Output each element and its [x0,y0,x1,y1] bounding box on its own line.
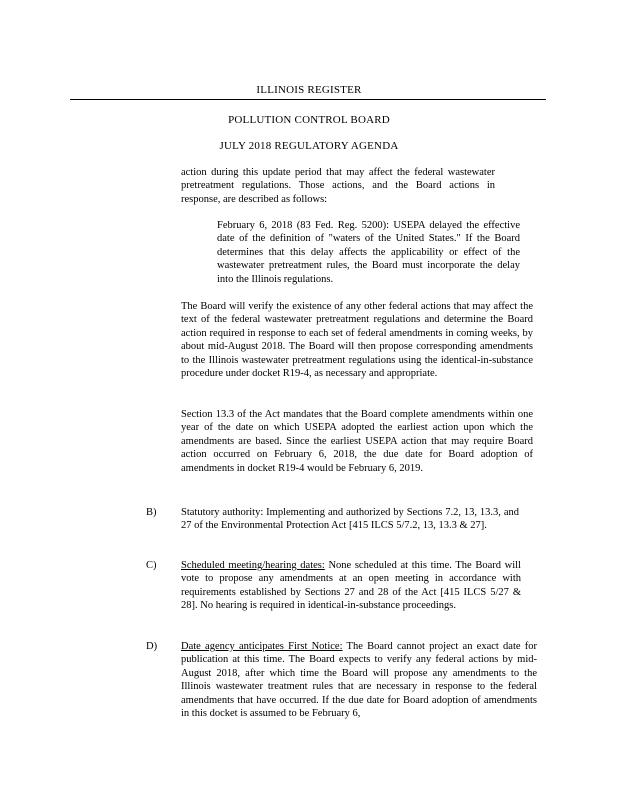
statutory-authority [181,506,519,533]
item-heading: Date agency anticipates First Notice: [181,641,343,652]
scheduled-meeting-dates [181,559,521,613]
item-text: The Board cannot project an exact date for publication at this time. The Board expects to verify any federal actions by mid-August 2018, after which time the Board will propose any amendments to the Illinois wastewater treatment rules that are necessary in response to the federal amendments that have occurred. If the due date for Board adoption of amendments in this docket is assumed to be February 6, [181,641,537,720]
item-label-c: C) [146,560,157,571]
item-heading: Scheduled meeting/hearing dates: [181,560,325,571]
item-text: None scheduled at this time. The Board will vote to propose any amendments at an open meeting in accordance with requirements established by Sections 27 and 28 of the Act [415 ILCS 5/27 & 28]. No hearing is required in identical-in-substance proceedings. [181,560,521,612]
federal-action-quote [217,219,520,286]
paragraph-text: The Board will verify the existence of any other federal actions that may affect the text of the federal wastewater pretreatment regulations and determine the Board action required in response to each set of federal amendments in coming weeks, by about mid-August 2018. The Board will then propose corresponding amendments to the Illinois wastewater pretreatment regulations using the identical-in-substance procedure under docket R19-4, as necessary and appropriate. [181,301,533,380]
intro-paragraph [181,166,495,206]
agenda-title: JULY 2018 REGULATORY AGENDA [219,140,399,152]
verification-paragraph [181,300,533,380]
intro-text: action during this update period that may affect the federal wastewater pretreatment regulations. Those actions, and the Board actions in response, are described as follows: [181,167,495,205]
item-label-d: D) [146,641,158,652]
first-notice-date [181,640,537,720]
board-name: POLLUTION CONTROL BOARD [228,114,390,126]
quote-text: February 6, 2018 (83 Fed. Reg. 5200): USEPA delayed the effective date of the definition of "waters of the United States." If the Board determines that this delay affects the applicability or effect of the wastewater pretreatment rules, the Board must incorporate the delay into the Illinois regulations. [217,220,520,285]
item-text: Statutory authority: Implementing and authorized by Sections 7.2, 13, 13.3, and 27 of the Environmental Protection Act [415 ILCS 5/7.2, 13, 13.3 & 27]. [181,507,519,532]
register-title: ILLINOIS REGISTER [256,84,362,96]
paragraph-text: Section 13.3 of the Act mandates that the Board complete amendments within one year of the date on which USEPA adopted the earliest action upon which the amendments are based. Since the earliest USEPA action that may require Board action occurred on February 6, 2018, the due date for Board adoption of amendments in docket R19-4 would be February 6, 2019. [181,409,533,474]
header-divider [70,99,546,100]
item-label-b: B) [146,507,157,518]
section-13-3-paragraph [181,408,533,475]
